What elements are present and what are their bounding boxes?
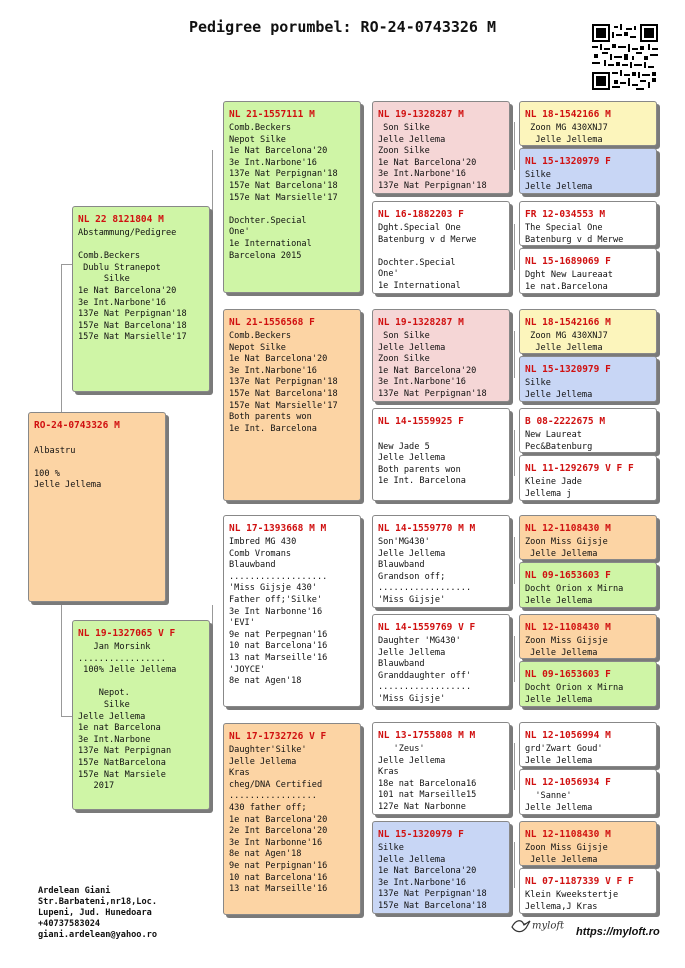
pigeon-description: New Jade 5 Jelle Jellema Both parents won 1e Int. Barcelona	[378, 441, 466, 487]
great-grandparent-card	[372, 101, 510, 194]
great-grandparent-card	[372, 722, 510, 815]
ring-number: NL 15-1320979 F	[525, 364, 611, 375]
great-great-grandparent-card	[519, 515, 657, 560]
pigeon-description: Kleine Jade Jellema j	[525, 477, 582, 499]
pigeon-description: Albastru 100 % Jelle Jellema	[34, 445, 102, 491]
grandparent-card	[223, 723, 361, 915]
ring-number: NL 14-1559925 F	[378, 416, 464, 427]
ring-number: NL 12-1056994 M	[525, 730, 611, 741]
great-great-grandparent-card	[519, 148, 657, 194]
pigeon-description: grd'Zwart Goud' Jelle Jellema	[525, 744, 603, 766]
great-great-grandparent-card	[519, 101, 657, 146]
pigeon-description: Zoon MG 430XNJ7 Jelle Jellema	[530, 331, 608, 353]
great-grandparent-card	[372, 515, 510, 608]
great-great-grandparent-card	[519, 821, 657, 866]
pigeon-description: Klein Kweekstertje Jellema,J Kras	[525, 890, 619, 912]
pigeon-description: The Special One Batenburg v d Merwe	[525, 223, 624, 245]
pigeon-description: Son Silke Jelle Jellema Zoon Silke 1e Nat Barcelona'20 3e Int.Narbone'16 137e Nat Perpignan'18	[378, 331, 487, 399]
ring-number: NL 15-1320979 F	[525, 156, 611, 167]
pigeon-description: 'Sanne' Jelle Jellema	[525, 791, 593, 813]
pigeon-description: Docht Orion x Mirna Jelle Jellema	[525, 584, 624, 606]
ring-number: NL 14-1559769 V F	[378, 622, 476, 633]
ring-number: NL 22 8121804 M	[78, 214, 164, 225]
ring-number: NL 21-1557111 M	[229, 109, 315, 120]
ring-number: NL 09-1653603 F	[525, 570, 611, 581]
great-great-grandparent-card	[519, 309, 657, 354]
ring-number: NL 12-1108430 M	[525, 523, 611, 534]
great-great-grandparent-card	[519, 661, 657, 707]
ring-number: NL 18-1542166 M	[525, 109, 611, 120]
pigeon-description: Daughter 'MG430' Jelle Jellema Blauwband Granddaughter off' .................. 'Miss Gijsje'	[378, 636, 472, 704]
pigeon-description: Dght New Laureaat 1e nat.Barcelona	[525, 270, 613, 292]
pigeon-description: Son Silke Jelle Jellema Zoon Silke 1e Nat Barcelona'20 3e Int.Narbone'16 137e Nat Perpignan'18	[378, 123, 487, 191]
ring-number: NL 12-1108430 M	[525, 622, 611, 633]
ring-number: NL 18-1542166 M	[525, 317, 611, 328]
ring-number: NL 11-1292679 V F F	[525, 463, 634, 474]
ring-number: NL 19-1328287 M	[378, 317, 464, 328]
ring-number: NL 12-1108430 M	[525, 829, 611, 840]
great-great-grandparent-card	[519, 769, 657, 815]
pigeon-description: Docht Orion x Mirna Jelle Jellema	[525, 683, 624, 705]
ring-number: B 08-2222675 M	[525, 416, 606, 427]
great-great-grandparent-card	[519, 455, 657, 501]
great-great-grandparent-card	[519, 201, 657, 246]
pigeon-description: New Laureat Pec&Batenburg	[525, 430, 593, 452]
pigeon-description: 'Zeus' Jelle Jellema Kras 18e nat Barcelona16 101 nat Marseille15 127e Nat Narbonne	[378, 744, 477, 812]
ring-number: NL 16-1882203 F	[378, 209, 464, 220]
great-great-grandparent-card	[519, 248, 657, 294]
qr-code-icon	[592, 24, 658, 90]
grandparent-card	[223, 515, 361, 707]
great-great-grandparent-card	[519, 868, 657, 914]
pigeon-description: Jan Morsink ................. 100% Jelle Jellema Nepot. Silke Jelle Jellema 1e nat Barcelona 3e Int.Narbone 137e Nat Perpignan 157e NatBarcelona 157e Nat Marsiele 2017	[78, 642, 177, 792]
great-grandparent-card	[372, 201, 510, 294]
ring-number: NL 14-1559770 M M	[378, 523, 476, 534]
logo-text: myloft	[532, 920, 565, 932]
ring-number: NL 12-1056934 F	[525, 777, 611, 788]
pigeon-description: Silke Jelle Jellema	[525, 170, 593, 192]
ring-number: NL 17-1393668 M M	[229, 523, 327, 534]
ring-number: RO-24-0743326 M	[34, 420, 120, 431]
pigeon-description: Silke Jelle Jellema 1e Nat Barcelona'20 3e Int.Narbone'16 137e Nat Perpignan'18 157e Nat Barcelona'18	[378, 843, 487, 911]
great-grandparent-card	[372, 309, 510, 402]
great-grandparent-card	[372, 614, 510, 707]
pigeon-description: Comb.Beckers Nepot Silke 1e Nat Barcelona'20 3e Int.Narbone'16 137e Nat Perpignan'18 157e Nat Barcelona'18 157e Nat Marsielle'17 Both parents won 1e Int. Barcelona	[229, 331, 338, 434]
pigeon-description: Imbred MG 430 Comb Vromans Blauwband ................... 'Miss Gijsje 430' Father off;'Silke' 3e Int Narbonne'16 'EVI' 9e nat Perpegnan'16 10 nat Barcelona'16 13 nat Marseille'16 'JOYCE' 8e nat Agen'18	[229, 537, 328, 687]
great-great-grandparent-card	[519, 562, 657, 608]
great-grandparent-card	[372, 821, 510, 914]
pigeon-logo-icon	[510, 917, 532, 935]
pigeon-description: Silke Jelle Jellema	[525, 378, 593, 400]
breeder-contact: Ardelean Giani Str.Barbateni,nr18,Loc. Lupeni, Jud. Hunedoara +40737583024 giani.ardelean@yahoo.ro	[38, 886, 157, 940]
dam-card	[72, 620, 210, 810]
website-link[interactable]: https://myloft.ro	[576, 926, 660, 938]
ring-number: NL 19-1328287 M	[378, 109, 464, 120]
ring-number: NL 19-1327065 V F	[78, 628, 176, 639]
ring-number: NL 09-1653603 F	[525, 669, 611, 680]
pigeon-description: Zoon Miss Gijsje Jelle Jellema	[525, 537, 608, 559]
pigeon-description: Abstammung/Pedigree Comb.Beckers Dublu Stranepot Silke 1e Nat Barcelona'20 3e Int.Narbone'16 137e Nat Perpignan'18 157e Nat Barcelona'18 157e Nat Marsielle'17	[78, 228, 187, 343]
pigeon-description: Zoon Miss Gijsje Jelle Jellema	[525, 636, 608, 658]
grandparent-card	[223, 101, 361, 293]
pigeon-description: Son'MG430' Jelle Jellema Blauwband Grandson off; .................. 'Miss Gijsje'	[378, 537, 472, 605]
subject-pigeon-card	[28, 412, 166, 602]
myloft-logo	[510, 917, 564, 935]
ring-number: NL 15-1689069 F	[525, 256, 611, 267]
great-great-grandparent-card	[519, 614, 657, 659]
ring-number: NL 07-1187339 V F F	[525, 876, 634, 887]
pigeon-description: Dght.Special One Batenburg v d Merwe Dochter.Special One' 1e International	[378, 223, 477, 291]
ring-number: NL 13-1755808 M M	[378, 730, 476, 741]
pigeon-description: Comb.Beckers Nepot Silke 1e Nat Barcelona'20 3e Int.Narbone'16 137e Nat Perpignan'18 157e Nat Barcelona'18 157e Nat Marsielle'17 Dochter.Special One' 1e International Barcelona 2015	[229, 123, 338, 261]
ring-number: NL 17-1732726 V F	[229, 731, 327, 742]
page-title: Pedigree porumbel: RO-24-0743326 M	[188, 18, 497, 36]
ring-number: FR 12-034553 M	[525, 209, 606, 220]
pigeon-description: Daughter'Silke' Jelle Jellema Kras cheg/DNA Certified ................. 430 father off; 1e nat Barcelona'20 2e Int Barcelona'20 3e Int Narbonne'16 8e nat Agen'18 9e nat Perpignan'16 10 nat Barcelona'16 13 nat Marseille'16	[229, 745, 328, 895]
pigeon-description: Zoon Miss Gijsje Jelle Jellema	[525, 843, 608, 865]
grandparent-card	[223, 309, 361, 501]
ring-number: NL 21-1556568 F	[229, 317, 315, 328]
pigeon-description: Zoon MG 430XNJ7 Jelle Jellema	[530, 123, 608, 145]
ring-number: NL 15-1320979 F	[378, 829, 464, 840]
sire-card	[72, 206, 210, 392]
great-grandparent-card	[372, 408, 510, 501]
great-great-grandparent-card	[519, 408, 657, 453]
great-great-grandparent-card	[519, 722, 657, 767]
great-great-grandparent-card	[519, 356, 657, 402]
